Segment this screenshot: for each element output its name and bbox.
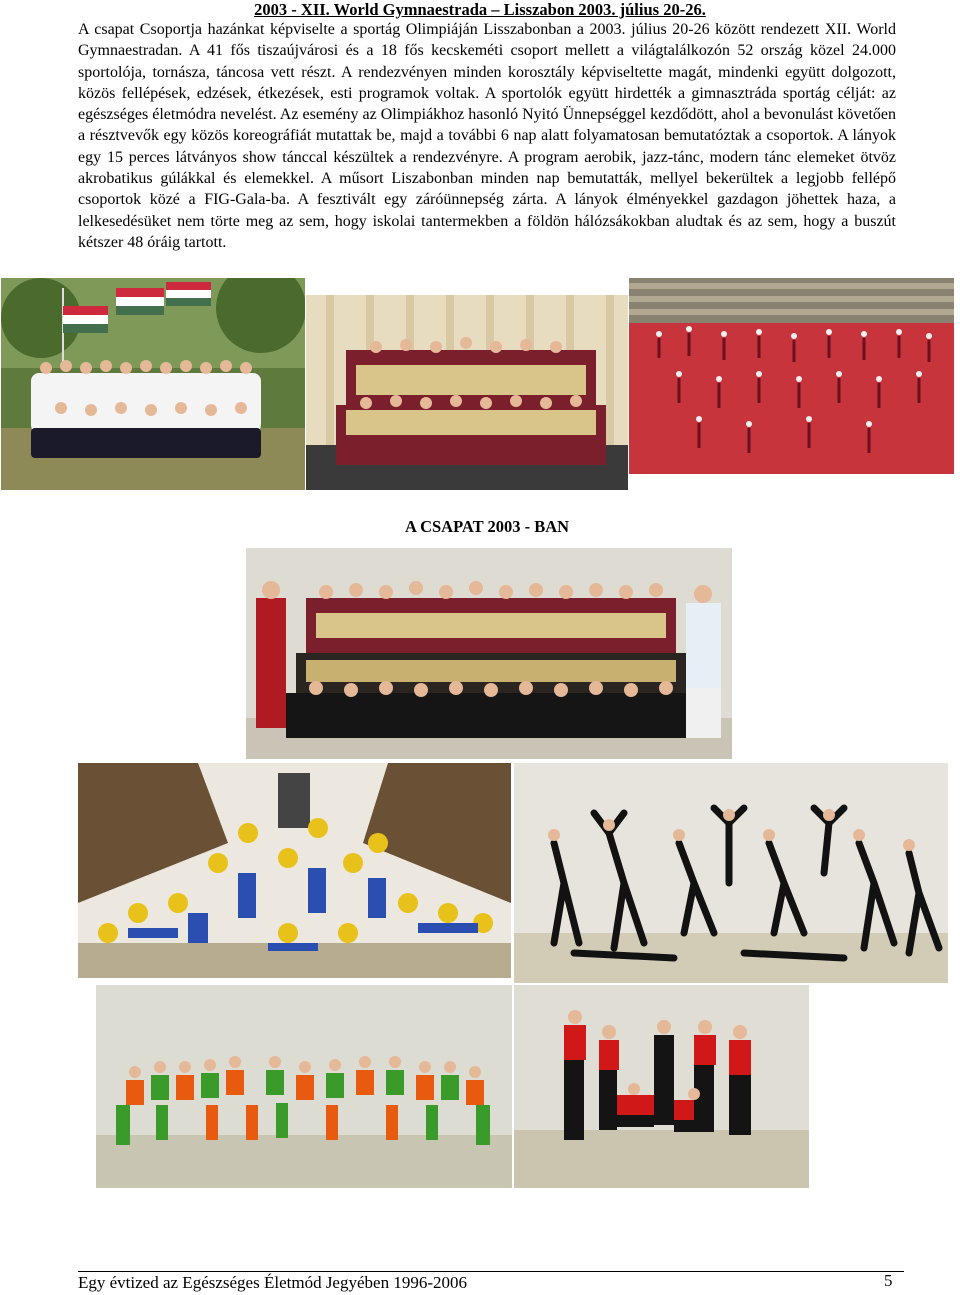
page-number: 5 [884,1271,893,1290]
photo-team-portrait [246,548,732,759]
photo-caption: A CSAPAT 2003 - BAN [404,517,570,536]
article-paragraph: A csapat Csoportja hazánkat képviselte a sportág Olimpiáján Lisszabonban a 2003. július 20-26 között rendezett XII. World Gymnaestradan. A 41 fős tiszaújvárosi és a 18 fős kecskeméti csoport mellett a világtalálkozón 52 ország közel 24.000 sportolója, tornásza, táncosa vett részt. A rendezvényen minden korosztály képviseltette magát, mindenki együtt dolgozott, közös fellépések, edzések, étkezések, esti programok voltak. A sportolók együtt hirdették a gimnasztráda sportág célját: az egészséges életmódra nevelést. Az esemény az Olimpiákhoz hasonló Nyitó Ünnepséggel kezdődött, ahol a bevonulást követően a résztvevők egy közös koreográfiát mutattak be, majd a további 6 nap alatt folyamatosan bemutatóztak a csoportok. A lányok egy 15 perces látványos show tánccal készültek a rendezvényre. A program aerobik, jazz-tánc, modern tánc elemeket ötvöz akrobatikus gúlákkal és elemekkel. A műsort Liszabonban minden nap bemutatták, mellyel bekerültek a legjobb fellépő csoportok közé a FIG-Gala-ba. A fesztivált egy záróünnepség zárta. A lányok élményekkel gazdagon jöhettek haza, a lelkesedésüket nem törte meg az sem, hogy iskolai tantermekben a földön hálózsákokban aludtak és az sem, hogy a buszút kétszer 48 óráig tartott. [78,21,896,251]
photo-group-with-flags [1,278,305,490]
footer-divider [78,1271,904,1272]
page-title: 2003 - XII. World Gymnaestrada – Lisszabon 2003. július 20-26. [254,0,706,19]
photo-pompom-routine [78,763,511,978]
footer-text: Egy évtized az Egészséges Életmód Jegyében 1996-2006 [78,1273,467,1292]
photo-performance-red-floor [629,278,954,474]
photo-black-costume-pyramid [514,763,948,983]
photo-orange-green-line [96,985,512,1188]
photo-red-black-group [514,985,809,1188]
photo-team-on-stage [306,295,628,490]
